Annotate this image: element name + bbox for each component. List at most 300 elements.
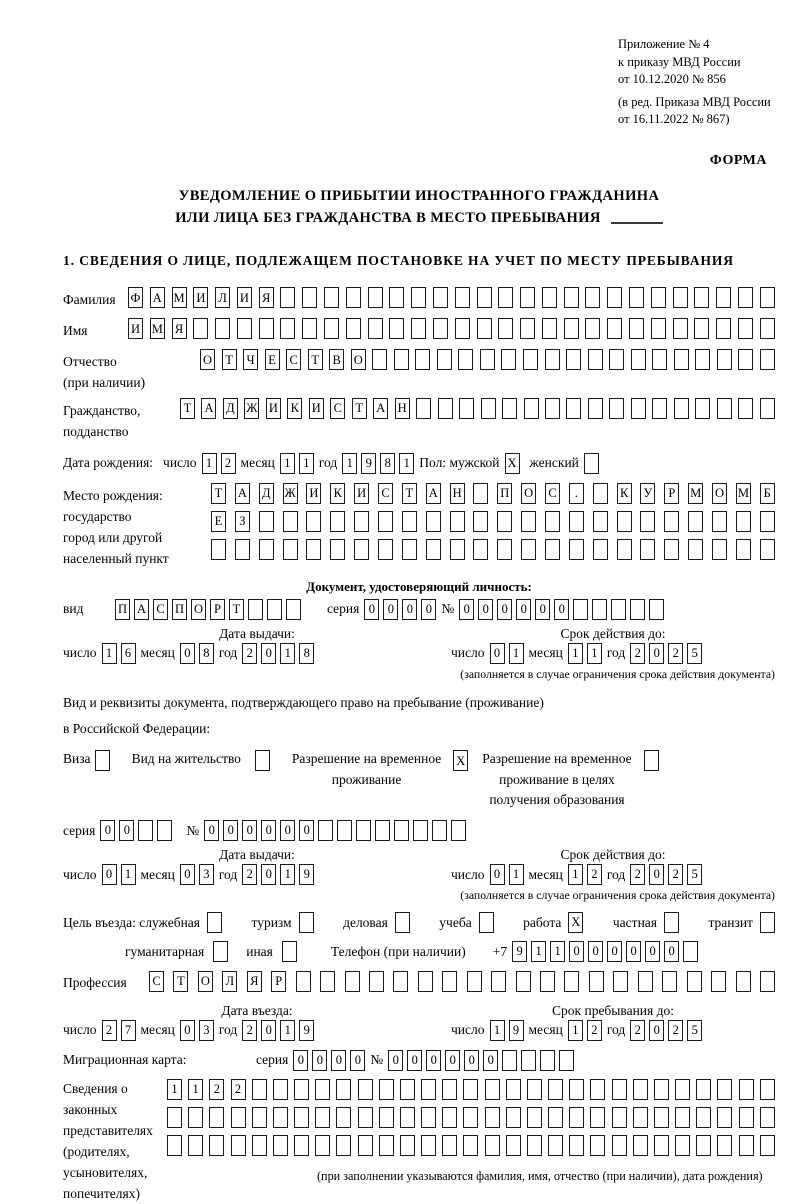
char-cell-empty[interactable]	[569, 1107, 584, 1128]
char-cell[interactable]: П	[115, 599, 130, 620]
char-cell-empty[interactable]	[516, 971, 531, 992]
char-cell-empty[interactable]	[451, 820, 466, 841]
char-cell-empty[interactable]	[167, 1107, 182, 1128]
char-cell-empty[interactable]	[473, 539, 488, 560]
char-cell-empty[interactable]	[612, 1079, 627, 1100]
char-cell[interactable]: 3	[199, 864, 214, 885]
char-cell-empty[interactable]	[675, 1107, 690, 1128]
char-cell[interactable]: 0	[426, 1050, 441, 1071]
char-cell-empty[interactable]	[649, 599, 664, 620]
char-cell[interactable]: 0	[497, 599, 512, 620]
char-cell-empty[interactable]	[267, 599, 282, 620]
char-cell-empty[interactable]	[675, 1135, 690, 1156]
char-cell-empty[interactable]	[280, 318, 295, 339]
char-cell-empty[interactable]	[613, 971, 628, 992]
char-cell-empty[interactable]	[630, 599, 645, 620]
char-cell[interactable]: О	[712, 483, 727, 504]
char-cell[interactable]: М	[688, 483, 703, 504]
char-cell-empty[interactable]	[716, 287, 731, 308]
char-cell-empty[interactable]	[324, 318, 339, 339]
char-cell[interactable]: 2	[221, 453, 236, 474]
char-cell[interactable]: 5	[687, 864, 702, 885]
char-cell-empty[interactable]	[506, 1135, 521, 1156]
char-cell-empty[interactable]	[433, 287, 448, 308]
char-cell[interactable]: 2	[587, 864, 602, 885]
char-cell-empty[interactable]	[463, 1135, 478, 1156]
char-cell[interactable]: Л	[215, 287, 230, 308]
char-cell[interactable]: 9	[299, 1020, 314, 1041]
char-cell-empty[interactable]	[400, 1107, 415, 1128]
char-cell[interactable]: 1	[102, 643, 117, 664]
char-cell-empty[interactable]	[589, 971, 604, 992]
char-cell-empty[interactable]	[712, 539, 727, 560]
char-cell-empty[interactable]	[739, 1135, 754, 1156]
char-cell[interactable]: Ж	[244, 398, 259, 419]
char-cell-empty[interactable]	[237, 318, 252, 339]
char-cell-empty[interactable]	[209, 1135, 224, 1156]
char-cell[interactable]: И	[266, 398, 281, 419]
char-cell[interactable]: 0	[350, 1050, 365, 1071]
char-cell-empty[interactable]	[497, 511, 512, 532]
char-cell-empty[interactable]	[633, 1135, 648, 1156]
char-cell[interactable]: 0	[280, 820, 295, 841]
char-cell[interactable]: 0	[261, 864, 276, 885]
char-cell[interactable]: Ж	[283, 483, 298, 504]
char-cell-empty[interactable]	[654, 1079, 669, 1100]
char-cell[interactable]: В	[329, 349, 344, 370]
char-cell[interactable]: Б	[760, 483, 775, 504]
char-cell-empty[interactable]	[207, 912, 222, 933]
char-cell-empty[interactable]	[540, 1050, 555, 1071]
char-cell[interactable]: 0	[383, 599, 398, 620]
char-cell-empty[interactable]	[607, 287, 622, 308]
char-cell[interactable]: А	[235, 483, 250, 504]
char-cell-empty[interactable]	[633, 1107, 648, 1128]
char-cell[interactable]: 0	[554, 599, 569, 620]
char-cell-empty[interactable]	[442, 1107, 457, 1128]
char-cell[interactable]: Л	[222, 971, 237, 992]
char-cell[interactable]: М	[150, 318, 165, 339]
char-cell-empty[interactable]	[588, 398, 603, 419]
char-cell-empty[interactable]	[421, 1135, 436, 1156]
char-cell-empty[interactable]	[497, 539, 512, 560]
char-cell[interactable]: 0	[459, 599, 474, 620]
char-cell-empty[interactable]	[193, 318, 208, 339]
char-cell[interactable]: 0	[407, 1050, 422, 1071]
char-cell-empty[interactable]	[527, 1135, 542, 1156]
char-cell-empty[interactable]	[294, 1107, 309, 1128]
char-cell[interactable]: 9	[509, 1020, 524, 1041]
char-cell-empty[interactable]	[459, 398, 474, 419]
char-cell[interactable]: Р	[271, 971, 286, 992]
char-cell-empty[interactable]	[695, 349, 710, 370]
char-cell-empty[interactable]	[593, 539, 608, 560]
char-cell-empty[interactable]	[566, 349, 581, 370]
char-cell-empty[interactable]	[252, 1107, 267, 1128]
char-cell-empty[interactable]	[400, 1135, 415, 1156]
char-cell-empty[interactable]	[463, 1079, 478, 1100]
char-cell-empty[interactable]	[400, 1079, 415, 1100]
char-cell[interactable]: З	[235, 511, 250, 532]
char-cell[interactable]: 2	[242, 1020, 257, 1041]
char-cell-empty[interactable]	[299, 912, 314, 933]
char-cell[interactable]: 2	[587, 1020, 602, 1041]
char-cell-empty[interactable]	[607, 318, 622, 339]
char-cell[interactable]: Я	[247, 971, 262, 992]
char-cell[interactable]: 0	[649, 1020, 664, 1041]
char-cell-empty[interactable]	[294, 1135, 309, 1156]
char-cell-empty[interactable]	[738, 398, 753, 419]
char-cell[interactable]: О	[351, 349, 366, 370]
char-cell-empty[interactable]	[283, 511, 298, 532]
char-cell-empty[interactable]	[485, 1135, 500, 1156]
char-cell-empty[interactable]	[315, 1135, 330, 1156]
char-cell[interactable]: .	[569, 483, 584, 504]
char-cell-empty[interactable]	[545, 511, 560, 532]
char-cell-empty[interactable]	[394, 349, 409, 370]
char-cell[interactable]: У	[640, 483, 655, 504]
char-cell-empty[interactable]	[520, 318, 535, 339]
char-cell-empty[interactable]	[315, 1079, 330, 1100]
char-cell-empty[interactable]	[491, 971, 506, 992]
char-cell[interactable]: 2	[668, 643, 683, 664]
char-cell-empty[interactable]	[358, 1135, 373, 1156]
char-cell[interactable]: 2	[668, 1020, 683, 1041]
char-cell-empty[interactable]	[617, 511, 632, 532]
char-cell-empty[interactable]	[638, 971, 653, 992]
char-cell-empty[interactable]	[498, 287, 513, 308]
char-cell-empty[interactable]	[306, 539, 321, 560]
char-cell-empty[interactable]	[402, 511, 417, 532]
char-cell[interactable]: 0	[490, 643, 505, 664]
char-cell-empty[interactable]	[433, 318, 448, 339]
char-cell-empty[interactable]	[662, 971, 677, 992]
char-cell[interactable]: 0	[535, 599, 550, 620]
char-cell-empty[interactable]	[485, 1079, 500, 1100]
char-cell-empty[interactable]	[458, 349, 473, 370]
char-cell-empty[interactable]	[652, 398, 667, 419]
char-cell[interactable]: Я	[172, 318, 187, 339]
char-cell-empty[interactable]	[259, 511, 274, 532]
char-cell-empty[interactable]	[717, 398, 732, 419]
char-cell[interactable]: Т	[308, 349, 323, 370]
char-cell[interactable]: 0	[402, 599, 417, 620]
char-cell[interactable]: Е	[265, 349, 280, 370]
char-cell-empty[interactable]	[294, 1079, 309, 1100]
char-cell[interactable]: 0	[299, 820, 314, 841]
char-cell[interactable]: 1	[280, 1020, 295, 1041]
char-cell-empty[interactable]	[588, 349, 603, 370]
char-cell[interactable]: 7	[121, 1020, 136, 1041]
char-cell-empty[interactable]	[477, 318, 492, 339]
char-cell-empty[interactable]	[540, 971, 555, 992]
char-cell[interactable]: Т	[180, 398, 195, 419]
char-cell-empty[interactable]	[354, 511, 369, 532]
char-cell-empty[interactable]	[664, 912, 679, 933]
char-cell-empty[interactable]	[585, 318, 600, 339]
char-cell[interactable]: Н	[395, 398, 410, 419]
char-cell[interactable]: Р	[664, 483, 679, 504]
char-cell[interactable]: Т	[211, 483, 226, 504]
char-cell-empty[interactable]	[336, 1135, 351, 1156]
char-cell-empty[interactable]	[379, 1107, 394, 1128]
char-cell[interactable]: 2	[209, 1079, 224, 1100]
char-cell-empty[interactable]	[612, 1135, 627, 1156]
char-cell[interactable]: 0	[490, 864, 505, 885]
char-cell[interactable]: П	[497, 483, 512, 504]
char-cell-empty[interactable]	[273, 1079, 288, 1100]
char-cell[interactable]: 9	[361, 453, 376, 474]
char-cell-empty[interactable]	[231, 1107, 246, 1128]
char-cell-empty[interactable]	[569, 1135, 584, 1156]
char-cell-empty[interactable]	[481, 398, 496, 419]
char-cell-empty[interactable]	[283, 539, 298, 560]
char-cell-empty[interactable]	[286, 599, 301, 620]
char-cell-empty[interactable]	[542, 287, 557, 308]
char-cell[interactable]: 0	[483, 1050, 498, 1071]
char-cell-empty[interactable]	[337, 820, 352, 841]
char-cell[interactable]: 0	[388, 1050, 403, 1071]
char-cell-empty[interactable]	[569, 1079, 584, 1100]
char-cell[interactable]: С	[286, 349, 301, 370]
char-cell-empty[interactable]	[455, 287, 470, 308]
char-cell-empty[interactable]	[760, 539, 775, 560]
char-cell-empty[interactable]	[673, 287, 688, 308]
char-cell-empty[interactable]	[548, 1107, 563, 1128]
char-cell[interactable]: 0	[204, 820, 219, 841]
char-cell-empty[interactable]	[211, 539, 226, 560]
char-cell-empty[interactable]	[506, 1079, 521, 1100]
char-cell[interactable]: 1	[587, 643, 602, 664]
char-cell-empty[interactable]	[687, 971, 702, 992]
char-cell-empty[interactable]	[739, 1079, 754, 1100]
char-cell-empty[interactable]	[345, 971, 360, 992]
char-cell-empty[interactable]	[379, 1135, 394, 1156]
char-cell-empty[interactable]	[569, 511, 584, 532]
char-cell-empty[interactable]	[302, 318, 317, 339]
char-cell-empty[interactable]	[369, 971, 384, 992]
char-cell-empty[interactable]	[717, 349, 732, 370]
char-cell-empty[interactable]	[651, 318, 666, 339]
char-cell-empty[interactable]	[502, 1050, 517, 1071]
char-cell[interactable]: 0	[223, 820, 238, 841]
char-cell[interactable]: 0	[478, 599, 493, 620]
char-cell-empty[interactable]	[421, 1107, 436, 1128]
char-cell-empty[interactable]	[545, 349, 560, 370]
char-cell-empty[interactable]	[426, 539, 441, 560]
char-cell-empty[interactable]	[688, 511, 703, 532]
char-cell[interactable]: 5	[687, 1020, 702, 1041]
char-cell[interactable]: 0	[664, 941, 679, 962]
char-cell-empty[interactable]	[413, 820, 428, 841]
char-cell[interactable]: 1	[342, 453, 357, 474]
char-cell-empty[interactable]	[498, 318, 513, 339]
char-cell-empty[interactable]	[564, 318, 579, 339]
char-cell[interactable]: А	[134, 599, 149, 620]
char-cell[interactable]: 5	[687, 643, 702, 664]
char-cell-empty[interactable]	[644, 750, 659, 771]
char-cell-empty[interactable]	[739, 1107, 754, 1128]
char-cell[interactable]: К	[617, 483, 632, 504]
char-cell-empty[interactable]	[673, 318, 688, 339]
char-cell[interactable]: 9	[512, 941, 527, 962]
char-cell-empty[interactable]	[442, 971, 457, 992]
char-cell[interactable]: 1	[568, 864, 583, 885]
char-cell[interactable]: 0	[261, 820, 276, 841]
char-cell-empty[interactable]	[306, 511, 321, 532]
char-cell-empty[interactable]	[437, 349, 452, 370]
char-cell-empty[interactable]	[259, 318, 274, 339]
char-cell-empty[interactable]	[736, 539, 751, 560]
char-cell[interactable]: А	[150, 287, 165, 308]
char-cell-empty[interactable]	[330, 539, 345, 560]
char-cell-empty[interactable]	[280, 287, 295, 308]
char-cell-empty[interactable]	[411, 318, 426, 339]
char-cell-empty[interactable]	[450, 511, 465, 532]
char-cell[interactable]: 0	[464, 1050, 479, 1071]
char-cell[interactable]: 1	[188, 1079, 203, 1100]
char-cell-empty[interactable]	[346, 318, 361, 339]
char-cell-empty[interactable]	[248, 599, 263, 620]
char-cell[interactable]: С	[149, 971, 164, 992]
char-cell-empty[interactable]	[95, 750, 110, 771]
char-cell[interactable]: 1	[531, 941, 546, 962]
char-cell[interactable]: 0	[588, 941, 603, 962]
char-cell[interactable]: С	[153, 599, 168, 620]
char-cell[interactable]: 2	[668, 864, 683, 885]
char-cell[interactable]: 1	[121, 864, 136, 885]
char-cell-empty[interactable]	[617, 539, 632, 560]
char-cell[interactable]: 0	[261, 643, 276, 664]
char-cell[interactable]: С	[378, 483, 393, 504]
char-cell-empty[interactable]	[675, 1079, 690, 1100]
char-cell-empty[interactable]	[255, 750, 270, 771]
char-cell[interactable]: 0	[242, 820, 257, 841]
char-cell[interactable]: 0	[626, 941, 641, 962]
char-cell[interactable]: Т	[352, 398, 367, 419]
char-cell[interactable]: 3	[199, 1020, 214, 1041]
char-cell[interactable]: Д	[259, 483, 274, 504]
char-cell[interactable]: 0	[445, 1050, 460, 1071]
char-cell-empty[interactable]	[664, 511, 679, 532]
char-cell-empty[interactable]	[640, 511, 655, 532]
char-cell-empty[interactable]	[683, 941, 698, 962]
char-cell-empty[interactable]	[479, 912, 494, 933]
char-cell-empty[interactable]	[231, 1135, 246, 1156]
char-cell[interactable]: С	[545, 483, 560, 504]
char-cell-empty[interactable]	[330, 511, 345, 532]
char-cell[interactable]: А	[373, 398, 388, 419]
char-cell-empty[interactable]	[213, 941, 228, 962]
char-cell-empty[interactable]	[569, 539, 584, 560]
char-cell[interactable]: И	[354, 483, 369, 504]
char-cell-empty[interactable]	[585, 287, 600, 308]
char-cell[interactable]: 1	[280, 643, 295, 664]
char-cell-empty[interactable]	[629, 318, 644, 339]
char-cell[interactable]: 2	[231, 1079, 246, 1100]
char-cell[interactable]: 0	[100, 820, 115, 841]
char-cell-empty[interactable]	[354, 539, 369, 560]
char-cell-empty[interactable]	[358, 1107, 373, 1128]
char-cell-empty[interactable]	[521, 1050, 536, 1071]
char-cell[interactable]: X	[505, 453, 520, 474]
char-cell-empty[interactable]	[450, 539, 465, 560]
char-cell[interactable]: К	[287, 398, 302, 419]
char-cell[interactable]: К	[330, 483, 345, 504]
char-cell-empty[interactable]	[717, 1135, 732, 1156]
char-cell-empty[interactable]	[542, 318, 557, 339]
char-cell-empty[interactable]	[548, 1135, 563, 1156]
char-cell[interactable]: 0	[102, 864, 117, 885]
char-cell-empty[interactable]	[302, 287, 317, 308]
char-cell[interactable]: И	[237, 287, 252, 308]
char-cell-empty[interactable]	[372, 349, 387, 370]
char-cell-empty[interactable]	[760, 1107, 775, 1128]
char-cell[interactable]: М	[736, 483, 751, 504]
char-cell[interactable]: 0	[180, 643, 195, 664]
char-cell[interactable]: 8	[380, 453, 395, 474]
char-cell-empty[interactable]	[694, 287, 709, 308]
char-cell-empty[interactable]	[188, 1135, 203, 1156]
char-cell-empty[interactable]	[760, 1079, 775, 1100]
char-cell[interactable]: М	[172, 287, 187, 308]
char-cell[interactable]: 1	[550, 941, 565, 962]
char-cell-empty[interactable]	[167, 1135, 182, 1156]
char-cell-empty[interactable]	[296, 971, 311, 992]
char-cell-empty[interactable]	[738, 349, 753, 370]
char-cell[interactable]: 0	[421, 599, 436, 620]
char-cell-empty[interactable]	[609, 349, 624, 370]
char-cell-empty[interactable]	[573, 599, 588, 620]
char-cell[interactable]: 0	[649, 643, 664, 664]
char-cell-empty[interactable]	[760, 1135, 775, 1156]
char-cell-empty[interactable]	[688, 539, 703, 560]
char-cell[interactable]: 1	[509, 643, 524, 664]
char-cell[interactable]: 0	[331, 1050, 346, 1071]
char-cell[interactable]: Р	[210, 599, 225, 620]
char-cell-empty[interactable]	[438, 398, 453, 419]
char-cell-empty[interactable]	[696, 1135, 711, 1156]
char-cell-empty[interactable]	[415, 349, 430, 370]
char-cell[interactable]: 1	[299, 453, 314, 474]
char-cell-empty[interactable]	[318, 820, 333, 841]
char-cell-empty[interactable]	[652, 349, 667, 370]
char-cell-empty[interactable]	[609, 398, 624, 419]
char-cell[interactable]: 0	[516, 599, 531, 620]
char-cell-empty[interactable]	[463, 1107, 478, 1128]
char-cell-empty[interactable]	[442, 1135, 457, 1156]
char-cell[interactable]: 2	[102, 1020, 117, 1041]
char-cell[interactable]: 0	[261, 1020, 276, 1041]
char-cell[interactable]: С	[330, 398, 345, 419]
char-cell[interactable]: Т	[402, 483, 417, 504]
char-cell-empty[interactable]	[502, 398, 517, 419]
char-cell[interactable]: 0	[649, 864, 664, 885]
char-cell[interactable]: О	[198, 971, 213, 992]
char-cell[interactable]: 0	[293, 1050, 308, 1071]
char-cell-empty[interactable]	[527, 1079, 542, 1100]
char-cell-empty[interactable]	[395, 912, 410, 933]
char-cell-empty[interactable]	[485, 1107, 500, 1128]
char-cell-empty[interactable]	[188, 1107, 203, 1128]
char-cell[interactable]: Т	[222, 349, 237, 370]
char-cell[interactable]: 0	[569, 941, 584, 962]
char-cell-empty[interactable]	[356, 820, 371, 841]
char-cell-empty[interactable]	[717, 1107, 732, 1128]
char-cell-empty[interactable]	[592, 599, 607, 620]
char-cell-empty[interactable]	[389, 287, 404, 308]
char-cell-empty[interactable]	[501, 349, 516, 370]
